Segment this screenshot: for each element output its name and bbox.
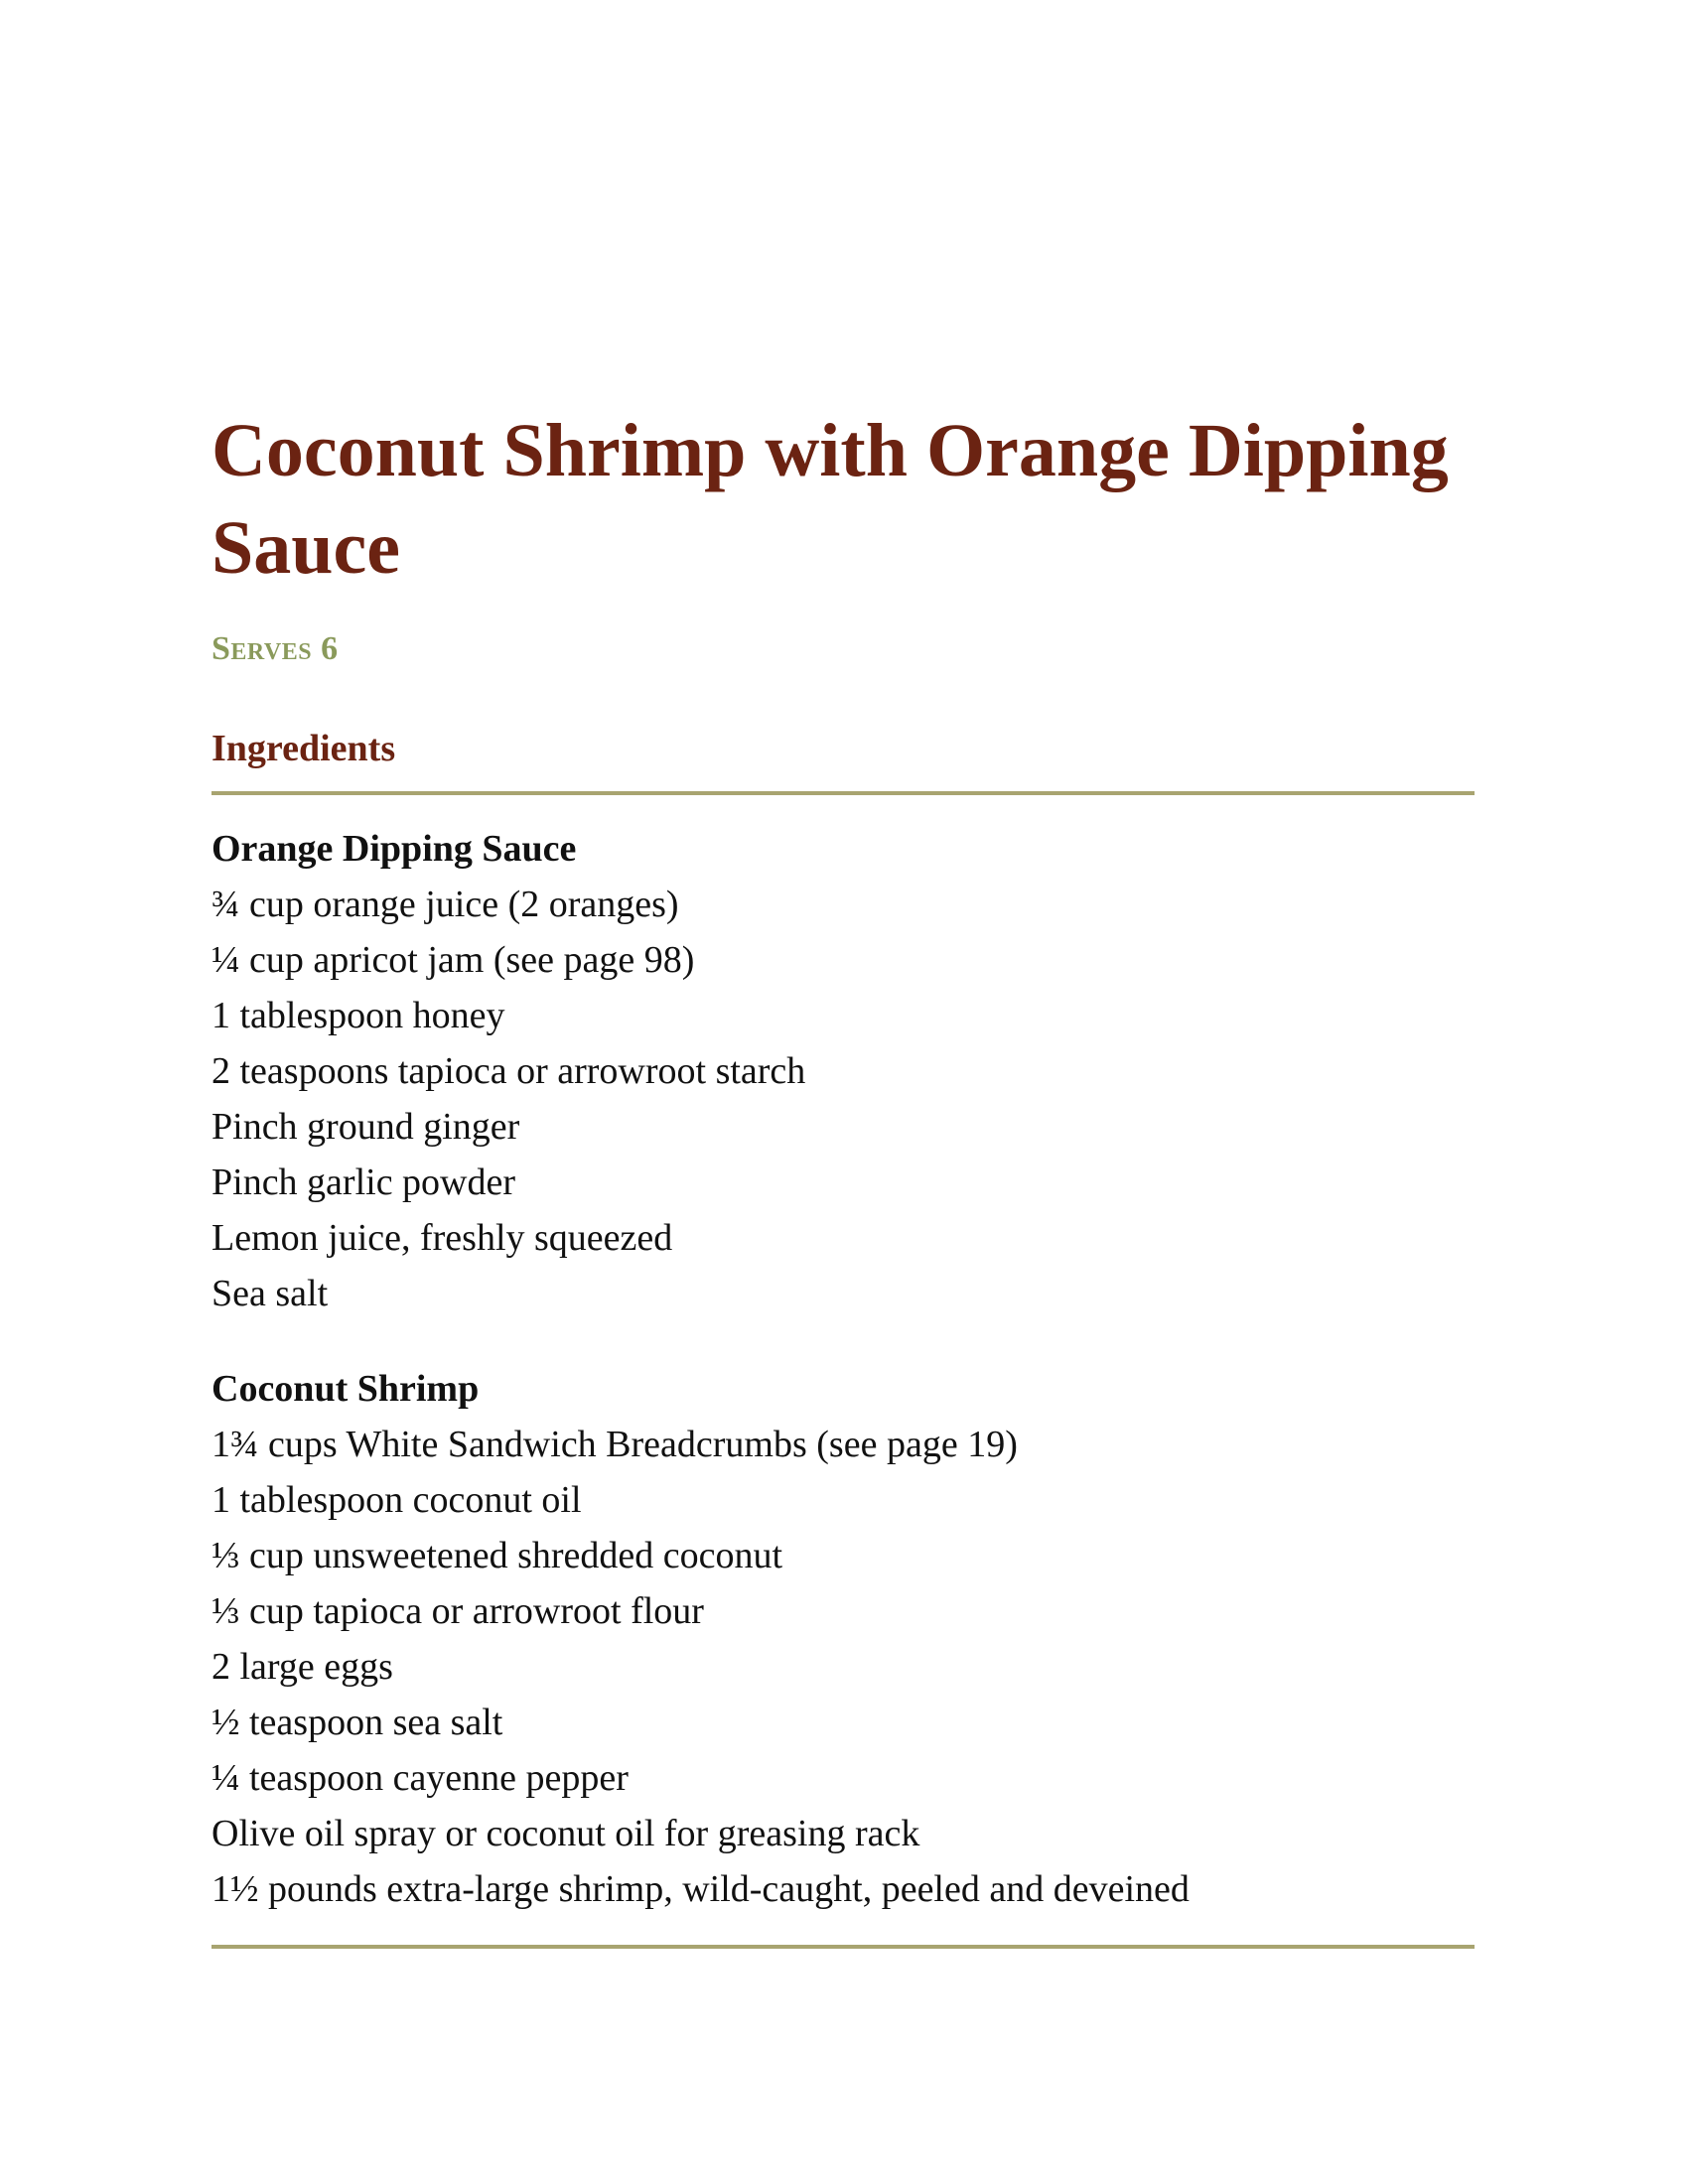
group-title-orange-dipping-sauce: Orange Dipping Sauce: [211, 828, 577, 870]
ingredient-item: Lemon juice, freshly squeezed: [211, 1217, 673, 1259]
recipe-title: Coconut Shrimp with Orange Dipping Sauce: [211, 409, 1449, 590]
ingredient-list-coconut-shrimp: [211, 1417, 1475, 1917]
top-divider: [211, 791, 1475, 795]
ingredient-item: 2 large eggs: [211, 1646, 393, 1688]
ingredient-item: ⅓ cup tapioca or arrowroot flour: [211, 1590, 704, 1632]
ingredient-item: Pinch garlic powder: [211, 1161, 516, 1203]
ingredient-item: ¼ cup apricot jam (see page 98): [211, 939, 695, 981]
ingredient-item: ¼ teaspoon cayenne pepper: [211, 1757, 629, 1799]
ingredient-item: ⅓ cup unsweetened shredded coconut: [211, 1535, 783, 1576]
ingredient-item: Pinch ground ginger: [211, 1106, 520, 1148]
group-title-coconut-shrimp: Coconut Shrimp: [211, 1368, 480, 1410]
ingredient-item: 1 tablespoon honey: [211, 995, 505, 1036]
ingredient-group-coconut-shrimp: [211, 1361, 1475, 1917]
ingredient-item: 2 teaspoons tapioca or arrowroot starch: [211, 1050, 806, 1092]
ingredient-item: ¾ cup orange juice (2 oranges): [211, 884, 679, 925]
ingredient-list-orange-dipping-sauce: [211, 877, 1475, 1321]
ingredient-item: Olive oil spray or coconut oil for greasing rack: [211, 1813, 920, 1854]
ingredient-item: 1½ pounds extra-large shrimp, wild-caught, peeled and deveined: [211, 1868, 1190, 1910]
ingredient-item: ½ teaspoon sea salt: [211, 1702, 503, 1743]
ingredient-item: 1¾ cups White Sandwich Breadcrumbs (see page 19): [211, 1424, 1018, 1465]
ingredient-item: 1 tablespoon coconut oil: [211, 1479, 582, 1521]
ingredients-heading: Ingredients: [211, 728, 396, 769]
serves-label: Serves 6: [211, 630, 339, 667]
ingredient-group-orange-dipping-sauce: [211, 821, 1475, 1321]
ingredient-item: Sea salt: [211, 1273, 329, 1314]
recipe-page: [211, 402, 1475, 1949]
bottom-divider: [211, 1945, 1475, 1949]
